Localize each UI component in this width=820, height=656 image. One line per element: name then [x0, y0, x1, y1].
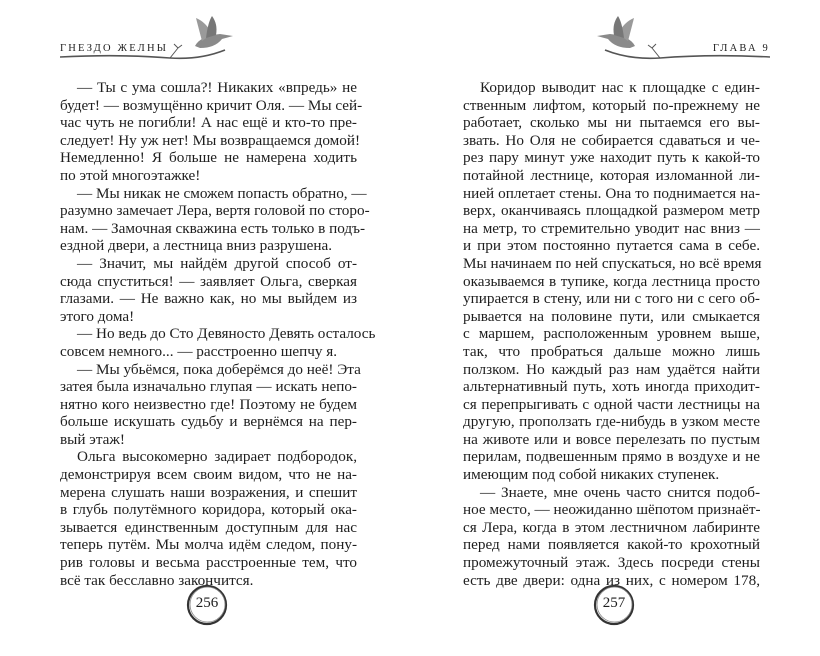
text-line: — Значит, мы найдём другой способ от-: [77, 254, 357, 272]
text-line: глазами. — Не важно как, но мы выйдем из: [60, 290, 357, 308]
text-line: — Но ведь до Сто Девяносто Девять осталось: [77, 325, 376, 343]
text-line: по этой многоэтажке!: [60, 166, 201, 184]
text-line: всё так бесславно закончится.: [60, 571, 254, 589]
text-line: — Ты с ума сошла?! Никаких «впредь» не: [77, 79, 357, 96]
text-line: упирается в стену, или ни с того ни с сего об-: [463, 290, 760, 308]
running-head: ГНЕЗДО ЖЕЛНЫ: [60, 43, 169, 54]
text-line: ся перепрыгивать с одной части лестницы на: [463, 395, 760, 413]
text-line: на животе или и вовсе перелезать по пустым: [463, 430, 760, 448]
text-line: — Знаете, мне очень часто снится подоб-: [480, 483, 760, 501]
text-line: и при этом постоянно путается сама в себе.: [463, 237, 760, 255]
bird-on-branch-icon: [585, 14, 770, 64]
text-line: вый этаж!: [60, 430, 125, 448]
text-line: ездной двери, а лестница вниз разрушена.: [60, 237, 333, 255]
text-line: мерена слушать наши возражения, и спешит: [60, 483, 357, 501]
bird-on-branch-icon: [60, 14, 240, 64]
text-line: перед нами появляется какой-то крохотный: [463, 536, 760, 554]
body-text: [60, 79, 376, 589]
text-line: следует! Ну уж нет! Мы возвращаемся домой!: [60, 131, 361, 149]
text-line: больше искушать судьбу и вернёмся на пер-: [60, 413, 357, 431]
text-line: оказываемся в тупике, когда лестница просто: [463, 272, 760, 290]
text-line: затея была изначально глупая — искать непо-: [60, 378, 357, 396]
body-text: [463, 79, 760, 589]
text-line: — Мы никак не сможем попасть обратно, —: [77, 184, 367, 202]
text-line: альтернативный путь, хоть иногда приходит-: [463, 378, 760, 396]
text-line: есть две двери: одна из них, с номером 178,: [463, 571, 760, 589]
text-line: будет! — возмущённо кричит Оля. — Мы сей-: [60, 96, 363, 114]
text-line: ползком. Но каждый раз нам удаётся найти: [463, 360, 760, 378]
text-line: на метр, то стремительно уводит нас вниз —: [463, 219, 760, 237]
text-line: рив головы и весьма расстроенные тем, что: [60, 554, 357, 572]
text-line: промежуточный этаж. Здесь посреди стены: [463, 554, 760, 572]
text-line: рывается на половине пути, или смыкается: [463, 307, 760, 325]
text-line: нам. — Замочная скважина есть только в подъ-: [60, 219, 366, 237]
text-line: потайной лестнице, которая изломанной ли-: [463, 166, 760, 184]
text-line: рез пару минут уже находит путь к какой-то: [463, 149, 760, 167]
text-line: теперь путём. Мы молча идём следом, пону-: [60, 536, 357, 554]
text-line: перилам, подвешенным прямо в воздухе и не: [463, 448, 760, 466]
text-line: в глубь полутёмного коридора, который ока-: [60, 501, 357, 519]
text-line: демонстрируя всем своим видом, что не на-: [60, 466, 357, 484]
text-line: ственным лифтом, который по-прежнему не: [463, 96, 760, 114]
text-line: имеющим под собой никаких ступенек.: [463, 466, 720, 484]
text-line: верх, оканчиваясь площадкой размером метр: [463, 202, 760, 220]
text-line: звать. Но Оля не собирается сдаваться и че-: [463, 131, 760, 149]
text-line: Немедленно! Я больше не намерена ходить: [60, 149, 357, 167]
text-line: так, что пробраться дальше можно лишь: [463, 342, 760, 360]
text-line: с маршем, расположенным уровнем выше,: [463, 325, 760, 343]
text-line: сюда спуститься! — заявляет Ольга, сверкая: [60, 272, 357, 290]
right-page: [410, 0, 820, 656]
text-line: нией оплетает стены. Она то поднимается на-: [463, 184, 760, 202]
text-line: зывается единственным доступным для нас: [60, 518, 357, 536]
text-line: разумно замечает Лера, вертя головой по сторо-: [60, 202, 370, 220]
text-line: Мы начинаем по ней спускаться, но всё время: [463, 254, 762, 272]
text-line: другую, проползать где-нибудь в узком месте: [463, 413, 760, 431]
text-line: нятно кого неизвестно где! Поэтому не будем: [60, 395, 357, 413]
text-line: — Мы убьёмся, пока доберёмся до неё! Эта: [77, 360, 361, 378]
page-number: 256: [195, 595, 219, 611]
text-line: час чуть не погибли! А нас ещё и кто-то пре-: [60, 114, 357, 132]
text-line: совсем немного... — расстроенно шепчу я.: [60, 342, 338, 360]
text-line: Ольга высокомерно задирает подбородок,: [77, 448, 357, 466]
page-number: 257: [602, 595, 626, 611]
text-line: ся Лера, когда в этом лестничном лабиринте: [463, 518, 760, 536]
running-head: ГЛАВА 9: [712, 43, 770, 54]
page-number-badge: [186, 584, 228, 626]
text-line: Коридор выводит нас к площадке с един-: [480, 79, 760, 96]
text-line: ное место, — неожиданно шёпотом признаёт-: [463, 501, 761, 519]
text-line: этого дома!: [60, 307, 135, 325]
page-number-badge: [593, 584, 635, 626]
text-line: работает, сколько мы ни пытаемся его вы-: [463, 114, 760, 132]
